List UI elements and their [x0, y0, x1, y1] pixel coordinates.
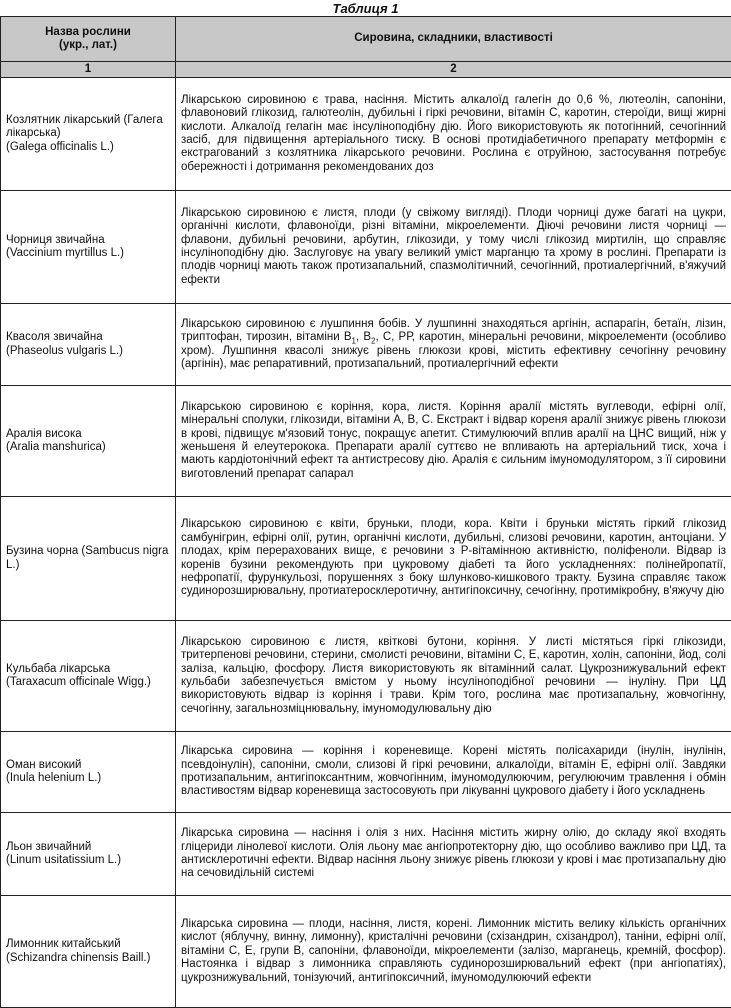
table-row	[1, 621, 731, 732]
plant-name-cell	[1, 497, 176, 621]
table-row	[1, 386, 731, 497]
plant-name-latin: (Aralia manshurica)	[6, 441, 170, 454]
column-number-2: 2	[176, 62, 731, 78]
column-number-1: 1	[1, 62, 176, 78]
table-row	[1, 896, 731, 1008]
plant-name-latin: (Vaccinium myrtillus L.)	[6, 247, 170, 260]
plant-name-latin: (Galega officinalis L.)	[6, 141, 170, 154]
plant-name-latin: (Phaseolus vulgaris L.)	[6, 345, 170, 358]
plant-name-ukrainian: Бузина чорна (Sambucus nigra L.)	[6, 545, 170, 572]
plant-properties-cell: Лікарською сировиною є коріння, кора, листя. Коріння аралії містять вуглеводи, ефірні олії, мінеральні сполуки, глікозиди, вітаміни А, В, С. Екстракт і відвар кореня аралії знижує рівень глюкози в крові, підвищує м'язовий тонус, покращує апетит. Стимулюючий вплив аралії на ЦНС вищий, ніж у женьшеня й елеутерокока. Препарати аралії суттєво не впливають на артеріальний тиск, хоча і мають кардіотонічний ефект та антистресову дію. Аралія є сильним імуномодулятором, з її сировини виготовлений препарат сапарал	[176, 386, 731, 497]
plant-name-ukrainian: Козлятник лікарський (Галега лікарська)	[6, 114, 170, 141]
column-number-row	[1, 62, 731, 78]
table-row	[1, 497, 731, 621]
plant-properties-cell: Лікарською сировиною є листя, квіткові бутони, коріння. У листі містяться гіркі глікозиди, тритерпенові речовини, стерини, смолисті речовини, вітаміни С, Е, каротин, холін, сапоніни, йод, солі заліза, кальцію, фосфору. Листя використовують як вітамінний салат. Цукрознижувальний ефект кульбаби забезпечується вмістом у ньому інсуліноподібної речовини — інуліну. При ЦД використовують відвар із коріння і трави. Крім того, рослина має протизапальну, жовчогінну, сечогінну, загальнозміцнювальну, імуномодулювальну дію	[176, 621, 731, 732]
plant-name-cell	[1, 896, 176, 1008]
plant-properties-cell: Лікарською сировиною є трава, насіння. Містить алкалоїд галегін до 0,6 %, лютеолін, сапоніни, флавоновий глікозид, галютеолін, дубильні і гіркі речовини, вітамін С, каротин, стероїди, вищі жирні кислоти. Алкалоїд гелагін має інсуліноподібну дію. Його використовують як потогінний, сечогінний засіб, для підвищення артеріального тиску. В основі протидіабетичного препарату метформін є екстрагований з козлятника лікарського речовини. Рослина є отруйною, застосування потребує обережності і дотримання рекомендованих доз	[176, 78, 731, 191]
table-row	[1, 78, 731, 191]
plant-name-cell	[1, 386, 176, 497]
table-caption: Таблиця 1	[0, 0, 731, 16]
plant-name-latin: (Inula helenium L.)	[6, 772, 170, 785]
column-header-properties: Сировина, складники, властивості	[176, 17, 731, 62]
plants-table	[0, 16, 731, 1008]
plant-properties-cell: Лікарською сировиною є лушпиння бобів. У лушпинні знаходяться аргінін, аспарагін, бетаїн, лізин, триптофан, тирозин, вітаміни $В_1$, $В_2$, С, РР, каротин, мінеральні речовини, мікроелементи (особливо хром). Лушпиння квасолі знижує рівень глюкози крові, містить ефективну сечогінну речовину (аргінін), має репаративний, протизапальний, протиалергічний ефекти	[176, 304, 731, 386]
table-row	[1, 813, 731, 896]
plant-name-ukrainian: Кульбаба лікарська (Taraxacum officinale Wigg.)	[6, 663, 170, 690]
table-header-row	[1, 17, 731, 62]
plant-name-cell	[1, 621, 176, 732]
plant-name-cell	[1, 813, 176, 896]
plant-properties-cell: Лікарська сировина — плоди, насіння, листя, корені. Лимонник містить велику кількість органічних кислот (яблучну, винну, лимонну), кристалічні речовини (схізандрин, схізандрол), таніни, ефірні олії, вітаміни С, Е, групи В, сапоніни, флавоноїди, мікроелементи (залізо, марганець, кремній, фосфор). Настоянка і відвар з лимонника справляють судинорозширювальний ефект (при ангіопатіях), цукрознижувальний, тонізуючий, антигіпоксичний, імуномодулюючий ефекти	[176, 896, 731, 1008]
plant-properties-cell: Лікарською сировиною є квіти, бруньки, плоди, кора. Квіти і бруньки містять гіркий глікозид самбунігрин, ефірні олії, рутин, органічні кислоти, дубильні, слизові речовини, каротин, антоціани. У плодах, крім перерахованих вище, є речовини з Р-вітамінною активністю, поліфеноли. Відвар із коренів бузини рекомендують при цукровому діабеті та його ускладненнях: полінейропатії, нефропатії, фурункульозі, порушеннях з боку шлунково-кишкового тракту. Бузина справляє також судинорозширювальну, протиатеросклеротичну, антигіпоксичну, сечогінну, протимікробну, в'яжучу дію	[176, 497, 731, 621]
table-row	[1, 304, 731, 386]
plant-name-cell	[1, 304, 176, 386]
plant-name-ukrainian: Чорниця звичайна	[6, 234, 170, 247]
column-header-plant-name	[1, 17, 176, 62]
plant-name-ukrainian: Оман високий	[6, 759, 170, 772]
column-header-plant-name-line2: (укр., лат.)	[6, 39, 170, 52]
plant-name-latin: (Schizandra chinensis Baill.)	[6, 952, 170, 965]
column-header-plant-name-line1: Назва рослини	[6, 26, 170, 39]
table-row	[1, 191, 731, 304]
plant-properties-cell: Лікарською сировиною є листя, плоди (у свіжому вигляді). Плоди чорниці дуже багаті на цукри, органічні кислоти, флавоноїди, різні вітаміни, мікроелементи. Діючі речовини листя чорниці — флавони, дубильні речовини, арбутин, глікозиди, у тому числі глікозид миртилін, що справляє інсуліноподібну дію. Заслуговує на увагу великий уміст марганцю та хрому в рослині. Препарати із плодів чорниці мають також протизапальний, спазмолітичний, сечогінний, протиалергічний, в'яжучий ефекти	[176, 191, 731, 304]
plant-name-ukrainian: Квасоля звичайна	[6, 331, 170, 344]
plant-properties-cell: Лікарська сировина — коріння і кореневище. Корені містять полісахариди (інулін, інулінін, псевдоінулін), сапоніни, смоли, слизові й гіркі речовини, алкалоїди, вітамін Е, ефірні олії. Завдяки протизапальним, антигіпоксантним, жовчогінним, імуномодулюючим, регулюючим травлення і обмін властивостям відвар кореневища застосовують при лікуванні цукрового діабету і його ускладнень	[176, 732, 731, 813]
plant-name-ukrainian: Лимонник китайський	[6, 938, 170, 951]
plant-properties-cell: Лікарська сировина — насіння і олія з них. Насіння містить жирну олію, до складу якої входять гліцериди лінолевої кислоти. Олія льону має ангіопротекторну дію, що особливо важливо при ЦД, та антисклеротичні ефекти. Відвар насіння льону знижує рівень глюкози у крові і має протизапальну дію на сечовидільній системі	[176, 813, 731, 896]
plant-name-cell	[1, 191, 176, 304]
plant-name-cell	[1, 78, 176, 191]
table-row	[1, 732, 731, 813]
table-body	[1, 78, 731, 1008]
plant-name-latin: (Linum usitatissium L.)	[6, 854, 170, 867]
plant-name-ukrainian: Льон звичайний	[6, 841, 170, 854]
plant-name-cell	[1, 732, 176, 813]
plant-name-ukrainian: Аралія висока	[6, 428, 170, 441]
